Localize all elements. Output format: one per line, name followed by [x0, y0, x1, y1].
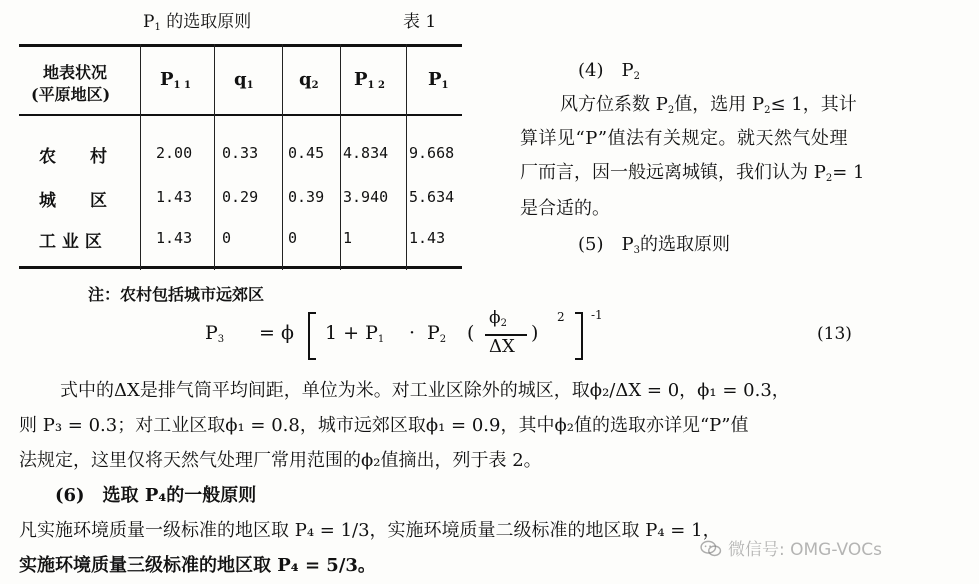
table-cell: 1.43: [409, 229, 446, 247]
table-col-divider: [282, 44, 283, 270]
table-cell: 1: [343, 229, 353, 247]
table-cell: 2.00: [156, 144, 193, 162]
table-cell: 1.43: [156, 229, 193, 247]
table-col-divider: [340, 44, 341, 270]
table-label: 表 1: [403, 12, 437, 32]
heading-4: (4) $P_2$: [578, 60, 640, 82]
table-cell: 4.834: [343, 144, 389, 162]
paragraph-line: 算详见“P”值法有关规定。就天然气处理: [520, 128, 849, 149]
table-note: 注：农村包括城市远郊区: [88, 285, 265, 304]
watermark-text: 微信号: OMG-VOCs: [728, 540, 882, 560]
caption-text: 的选取原则: [166, 12, 252, 32]
formula-eq-phi: = ϕ: [259, 322, 294, 344]
table-top-rule: [19, 44, 462, 47]
body-line: 凡实施环境质量一级标准的地区取 P₄ = 1/3，实施环境质量二级标准的地区取 P₄ = 1，: [19, 520, 721, 541]
formula-one-plus: $1 + P_1$: [325, 322, 385, 345]
caption-symbol: P: [143, 12, 155, 32]
table-cell: 0.39: [288, 188, 325, 206]
table-col-divider: [140, 44, 141, 270]
formula-lhs: $P_3$: [205, 322, 225, 345]
table-col-divider: [214, 44, 215, 270]
row-label-urban: 城 区: [39, 191, 107, 211]
table-header-rule: [19, 114, 462, 116]
caption-sub: 1: [154, 22, 161, 33]
header-p12: $P_{1 2}$: [354, 69, 385, 91]
table-caption: [143, 7, 251, 33]
open-paren: (: [467, 322, 475, 344]
table-cell: 0.33: [222, 144, 259, 162]
body-line: 式中的ΔX是排气筒平均间距，单位为米。对工业区除外的城区，取ϕ₂/ΔX = 0，ϕ₁ = 0.3，: [60, 380, 790, 401]
header-surface: 地表状况: [43, 63, 108, 82]
watermark: [700, 535, 975, 563]
paragraph-line: 是合适的。: [520, 198, 610, 219]
parameter-table: [19, 44, 462, 270]
right-bracket: [575, 312, 583, 360]
formula-13: [205, 308, 885, 368]
equation-number: (13): [817, 324, 852, 344]
wechat-icon: [700, 540, 722, 558]
table-cell: 0: [288, 229, 298, 247]
heading-5: (5) $P_3$的选取原则: [578, 234, 730, 256]
table-cell: 0.45: [288, 144, 325, 162]
header-p1: $P_1$: [428, 69, 449, 91]
exponent-neg1: -1: [591, 308, 603, 322]
header-p11: $P_{1 1}$: [160, 69, 191, 91]
table-cell: 9.668: [409, 144, 455, 162]
formula-p2: $P_2$: [427, 322, 447, 345]
heading-6: (6) 选取 P₄的一般原则: [55, 485, 257, 506]
body-line: 实施环境质量三级标准的地区取 P₄ = 5/3。: [19, 555, 376, 576]
row-label-rural: 农 村: [39, 147, 107, 167]
frac-denominator: ΔX: [489, 336, 515, 357]
table-cell: 0: [222, 229, 232, 247]
table-cell: 1.43: [156, 188, 193, 206]
row-label-industrial: 工 业 区: [39, 232, 102, 252]
body-line: 则 P₃ = 0.3；对工业区取ϕ₁ = 0.8，城市远郊区取ϕ₁ = 0.9，其中ϕ₂值的选取亦详见“P”值: [19, 415, 749, 436]
paragraph-line: 风方位系数 $P_2$值，选用 $P_2\le 1$，其计: [560, 94, 857, 116]
header-q2: $q_2$: [299, 69, 319, 91]
frac-numerator: $\phi_2$: [489, 308, 507, 329]
table-cell: 0.29: [222, 188, 259, 206]
exponent-2: 2: [557, 310, 565, 324]
body-line: 法规定，这里仅将天然气处理厂常用范围的ϕ₂值摘出，列于表 2。: [19, 450, 542, 471]
header-q1: $q_1$: [234, 69, 254, 91]
close-paren: ): [531, 322, 539, 344]
left-bracket: [308, 312, 316, 360]
table-col-divider: [406, 44, 407, 270]
table-bottom-rule: [19, 266, 462, 269]
table-cell: 5.634: [409, 188, 455, 206]
header-surface-sub: (平原地区): [31, 85, 111, 104]
formula-dot: ·: [409, 322, 416, 344]
paragraph-line: 厂而言，因一般远离城镇，我们认为 $P_2= 1$: [520, 162, 865, 184]
table-cell: 3.940: [343, 188, 389, 206]
